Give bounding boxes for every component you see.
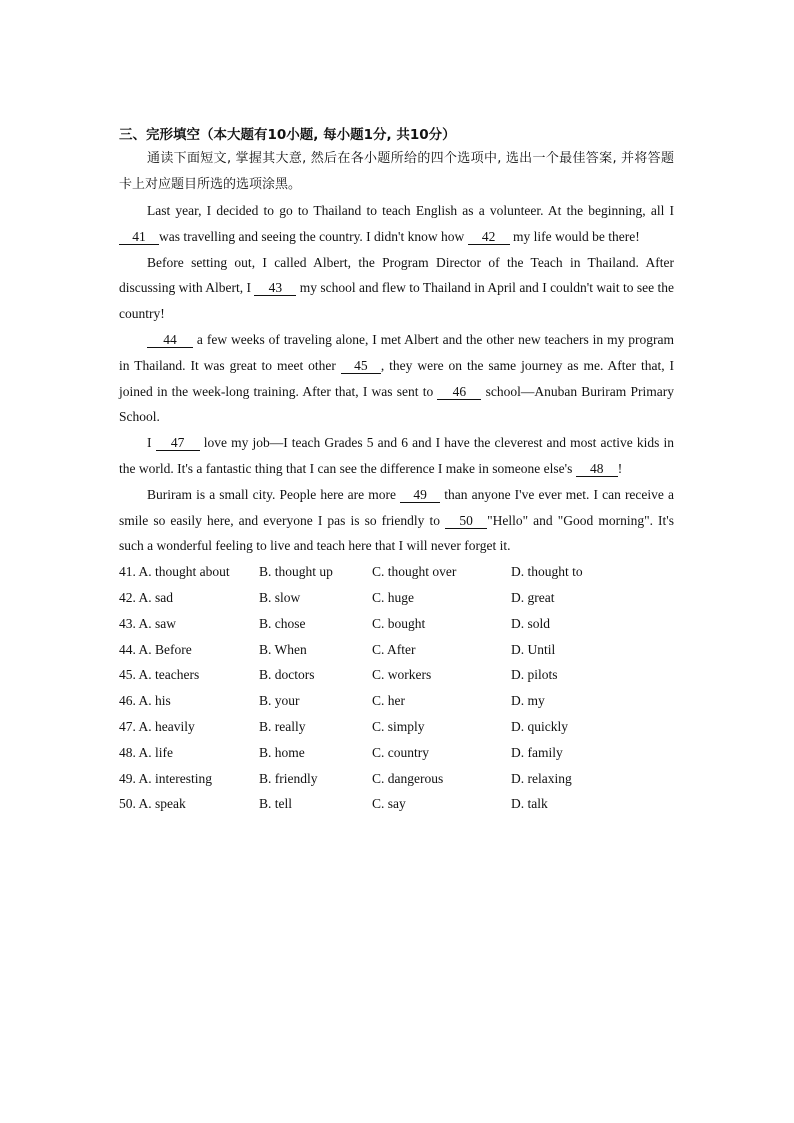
option-row-42 xyxy=(119,585,674,611)
option-a: 42. A. sad xyxy=(119,589,173,605)
option-a: 41. A. thought about xyxy=(119,564,230,580)
option-a: 50. A. speak xyxy=(119,796,186,812)
option-row-48 xyxy=(119,740,674,766)
passage-text: was travelling and seeing the country. I didn't know how xyxy=(159,228,468,244)
passage-text: Buriram is a small city. People here are more xyxy=(147,486,401,502)
option-b: B. thought up xyxy=(259,564,333,580)
option-b: B. slow xyxy=(259,589,301,605)
option-row-46 xyxy=(119,688,674,714)
option-a: 47. A. heavily xyxy=(119,718,195,734)
blank-49: 49 xyxy=(400,487,440,503)
passage-text: school—Anuban Buriram Primary School. xyxy=(119,383,674,425)
option-c: C. country xyxy=(372,744,429,760)
option-a: 48. A. life xyxy=(119,744,173,760)
option-c: C. After xyxy=(372,641,416,657)
option-a: 43. A. saw xyxy=(119,615,176,631)
option-b: B. doctors xyxy=(259,667,315,683)
option-d: D. sold xyxy=(511,615,551,631)
passage-paragraph-2 xyxy=(119,250,674,327)
option-d: D. thought to xyxy=(511,564,583,580)
option-c: C. her xyxy=(372,693,405,709)
passage-text: my school and flew to Thailand in April and I couldn't wait to see the country! xyxy=(119,280,674,322)
option-d: D. quickly xyxy=(511,718,568,734)
passage-text: love my job—I teach Grades 5 and 6 and I have the cleverest and most active kids in the world. It's a fantastic thing that I can see the difference I make in someone else's xyxy=(119,435,674,476)
passage-text: Before setting out, I called Albert, the Program Director of the Teach in Thailand. After discussing with Albert, I xyxy=(119,254,674,296)
option-b: B. chose xyxy=(259,615,306,631)
option-c: C. say xyxy=(372,796,406,812)
passage-paragraph-1 xyxy=(119,198,674,250)
option-d: D. talk xyxy=(511,796,548,812)
option-c: C. simply xyxy=(372,718,425,734)
option-b: B. friendly xyxy=(259,770,318,786)
passage-text: , they were on the same journey as me. After that, I joined in the week-long training. After that, I was sent to xyxy=(119,357,675,399)
option-b: B. home xyxy=(259,744,305,760)
option-row-49 xyxy=(119,766,674,792)
option-d: D. relaxing xyxy=(511,770,572,786)
passage-text: ! xyxy=(617,460,623,476)
option-d: D. Until xyxy=(511,641,556,657)
option-a: 46. A. his xyxy=(119,693,171,709)
blank-50: 50 xyxy=(445,513,487,529)
passage-text: a few weeks of traveling alone, I met Albert and the other new teachers in my program in Thailand. It was great to meet other xyxy=(119,331,674,373)
option-b: B. tell xyxy=(259,796,292,812)
passage-text: "Hello" and "Good morning". It's such a wonderful feeling to live and teach here that I will never forget it. xyxy=(119,512,674,554)
blank-44: 44 xyxy=(147,332,193,348)
blank-46: 46 xyxy=(437,384,481,400)
passage-paragraph-4 xyxy=(119,430,674,482)
option-row-45 xyxy=(119,662,674,688)
document-page xyxy=(119,124,674,817)
passage-text: I xyxy=(147,435,156,451)
option-b: B. your xyxy=(259,693,300,709)
option-a: 44. A. Before xyxy=(119,641,192,657)
passage-paragraph-3 xyxy=(119,327,674,430)
option-row-44 xyxy=(119,637,674,663)
passage-text: than anyone I've ever met. I can receive a smile so easily here, and everyone I pas is so friendly to xyxy=(119,486,675,528)
option-b: B. really xyxy=(259,718,306,734)
option-b: B. When xyxy=(259,641,307,657)
option-c: C. workers xyxy=(372,667,432,683)
option-row-41 xyxy=(119,559,674,585)
blank-43: 43 xyxy=(254,280,296,296)
blank-42: 42 xyxy=(468,229,510,245)
passage-paragraph-5 xyxy=(119,482,674,559)
section-title: 三、完形填空（本大题有10小题, 每小题1分, 共10分） xyxy=(119,127,456,143)
option-c: C. dangerous xyxy=(372,770,444,786)
passage-text: my life would be there! xyxy=(509,228,640,244)
option-c: C. bought xyxy=(372,615,426,631)
option-c: C. thought over xyxy=(372,564,457,580)
option-d: D. my xyxy=(511,693,545,709)
option-c: C. huge xyxy=(372,589,414,605)
blank-48: 48 xyxy=(576,461,618,477)
blank-47: 47 xyxy=(156,435,200,451)
option-d: D. family xyxy=(511,744,563,760)
option-row-47 xyxy=(119,714,674,740)
option-row-50 xyxy=(119,791,674,817)
passage-text: Last year, I decided to go to Thailand to teach English as a volunteer. At the beginning, all I xyxy=(147,203,674,218)
option-d: D. pilots xyxy=(511,667,558,683)
option-d: D. great xyxy=(511,589,555,605)
option-a: 49. A. interesting xyxy=(119,770,212,786)
option-row-43 xyxy=(119,611,674,637)
section-instruction: 通读下面短文, 掌握其大意, 然后在各小题所给的四个选项中, 选出一个最佳答案, 并将答题卡上对应题目所选的选项涂黑。 xyxy=(119,151,674,192)
blank-41: 41 xyxy=(119,229,159,245)
blank-45: 45 xyxy=(341,358,381,374)
option-a: 45. A. teachers xyxy=(119,667,200,683)
answer-options xyxy=(119,559,674,817)
